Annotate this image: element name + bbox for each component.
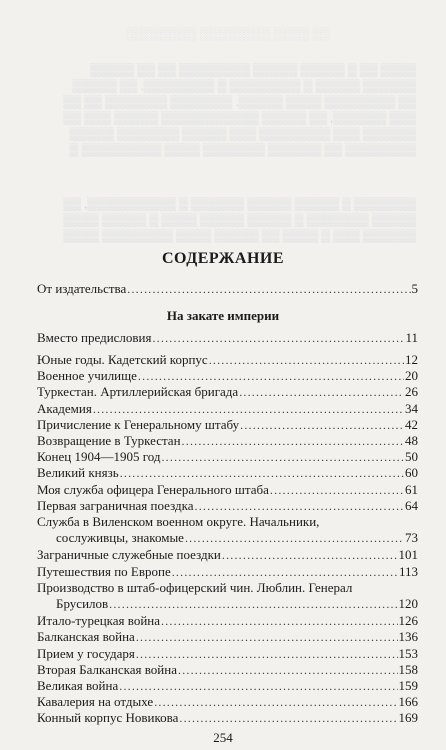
toc-entry-title: Моя служба офицера Генерального штаба	[37, 481, 269, 497]
toc-entry-title: Великий князь	[37, 465, 119, 481]
toc-entry-title: Кавалерия на отдыхе	[37, 694, 154, 710]
toc-entry-page: 60	[405, 465, 418, 481]
page-number: 254	[213, 730, 233, 745]
toc-entry-title: Вместо предисловия	[37, 330, 152, 345]
toc-entry-page: 5	[411, 281, 418, 296]
toc-entry-page: 120	[398, 595, 418, 611]
dot-leader	[154, 695, 397, 710]
dot-leader	[222, 548, 398, 563]
toc-entry-page: 61	[405, 481, 418, 497]
toc-entry-title: Балканская война	[37, 629, 135, 645]
toc-entry-title: Причисление к Генеральному штабу	[37, 416, 240, 432]
toc-entry-page: 159	[398, 678, 418, 693]
toc-entry-page: 153	[398, 645, 418, 661]
toc-entry-page: 169	[398, 710, 418, 726]
dot-leader	[178, 663, 398, 678]
dot-leader	[152, 331, 404, 346]
section-title: На закате империи	[166, 308, 280, 323]
toc-entry-page: 50	[405, 449, 418, 465]
toc-entry-page: 20	[405, 368, 418, 384]
toc-entry-title: От издательства	[37, 281, 127, 296]
toc-entry-title: Великая война	[37, 678, 119, 693]
toc-entry-title: Служба в Виленском военном округе. Начальники,	[37, 514, 320, 529]
toc-entry-title: Военное училище	[37, 368, 137, 384]
toc-entry-page: 166	[398, 694, 418, 710]
toc-entry-page: 11	[405, 330, 418, 345]
dot-leader	[240, 418, 404, 433]
toc-entry	[37, 514, 418, 546]
toc-entry-page: 126	[398, 613, 418, 629]
toc-entry-title: Вторая Балканская война	[37, 661, 177, 677]
page-title: СОДЕРЖАНИЕ	[161, 250, 285, 267]
dot-leader	[161, 450, 404, 465]
dot-leader	[179, 711, 397, 726]
toc-entry-title: Первая заграничная поездка	[37, 497, 194, 513]
dot-leader	[182, 434, 404, 449]
toc-entry-title: Путешествия по Европе	[37, 563, 171, 579]
toc-entry-page: 42	[405, 416, 418, 432]
toc-entry-title: Прием у государя	[37, 645, 135, 661]
toc-entry-page: 158	[398, 661, 418, 677]
toc-entry-title: Юные годы. Кадетский корпус	[37, 352, 208, 367]
toc-entry	[37, 580, 418, 612]
toc-entry-page: 73	[405, 530, 418, 545]
dot-leader	[209, 353, 404, 368]
toc-entry-page: 64	[405, 497, 418, 513]
toc-entry-page: 101	[398, 547, 418, 563]
toc-entry-page: 12	[405, 352, 418, 367]
toc-entry-page: 113	[398, 563, 418, 579]
toc-entry	[37, 710, 418, 728]
toc-entry-title: Производство в штаб-офицерский чин. Люблин. Генерал	[37, 579, 353, 595]
bleed-through-text: ▒▒▒▒▒▒▒ ▒ ▒▒▒▒▒ ▒▒▒▒▒ ▒▒▒▒▒▒ ▒ ▒▒▒▒▒▒▒▒▒▒, ▒▒ ▒▒▒▒▒ ▒▒▒▒▒▒▒ ▒ ▒▒▒▒▒ ▒▒▒▒▒ ▒▒▒▒ ▒ ▒▒▒▒▒ ▒▒▒▒ ▒▒▒▒▒▒ ▒▒▒ ▒ ▒▒▒▒ ▒▒ ▒▒▒▒▒ ▒▒▒▒ ▒▒▒▒▒▒▒▒ ▒▒▒▒	[63, 197, 416, 243]
toc-entry-title: Итало-турецкая война	[37, 613, 161, 629]
dot-leader	[119, 679, 397, 694]
dot-leader	[161, 614, 397, 629]
dot-leader	[127, 282, 410, 297]
toc-entry-title: Конец 1904—1905 год	[37, 449, 161, 465]
dot-leader	[270, 483, 404, 498]
toc-entry-title: Заграничные служебные поездки	[37, 547, 221, 563]
bleed-through-text: ░░ ░░░░ ░░░░░░░░ ░░░░░░░░	[125, 27, 331, 41]
dot-leader	[172, 565, 398, 580]
dot-leader	[239, 385, 404, 400]
bleed-through-text: ▒▒▒▒ ▒▒ ▒ ▒▒▒▒▒ ▒▒▒▒▒ ▒▒▒▒▒▒▒▒ ▒▒ ▒▒ ▒▒▒▒▒ ▒▒▒▒▒▒ ▒▒▒▒▒ ▒ ▒▒▒▒▒▒▒▒ ▒ ▒▒▒▒▒▒▒▒. ▒▒ ▒▒▒▒▒ ▒▒ ▒▒▒▒▒▒▒▒ ▒▒▒▒ ▒▒▒▒▒. ▒▒▒▒▒▒▒ ▒▒▒▒▒▒▒ ▒▒ ▒▒ ▒▒▒ ▒▒▒▒▒▒, ▒▒ ▒▒▒▒▒ ▒▒▒▒▒▒▒▒▒▒▒ ▒▒▒▒▒ ▒▒▒ ▒▒ ▒▒▒▒▒▒ ▒▒▒ ▒▒▒▒▒▒▒▒ ▒▒▒ ▒▒▒▒▒ ▒▒▒▒▒▒▒ ▒▒▒▒▒ ▒▒▒▒▒▒▒▒ ▒▒ ▒▒▒▒▒▒ ▒▒▒▒▒▒▒ ▒▒▒▒ ▒▒▒▒▒▒▒▒▒ ▒	[63, 63, 416, 157]
toc-entry-title: Возвращение в Туркестан	[37, 433, 181, 448]
toc-entry	[37, 330, 418, 348]
dot-leader	[136, 630, 398, 645]
toc-entry-title: Конный корпус Новикова	[37, 710, 179, 726]
toc-entry-title: Академия	[37, 400, 92, 416]
dot-leader	[185, 531, 404, 546]
dot-leader	[109, 597, 397, 612]
toc-entry	[37, 281, 418, 299]
toc-entry-title-continued: сослуживцы, знакомые	[56, 530, 184, 545]
toc-entry-page: 26	[405, 384, 418, 400]
toc-entry-title-continued: Брусилов	[56, 595, 109, 611]
toc-entry-page: 136	[398, 629, 418, 645]
dot-leader	[136, 647, 398, 662]
toc-entry-page: 48	[405, 433, 418, 448]
dot-leader	[120, 466, 404, 481]
toc-entry-page: 34	[405, 400, 418, 416]
toc-entry-title: Туркестан. Артиллерийская бригада	[37, 384, 239, 400]
dot-leader	[93, 402, 404, 417]
dot-leader	[195, 499, 405, 514]
dot-leader	[138, 369, 404, 384]
